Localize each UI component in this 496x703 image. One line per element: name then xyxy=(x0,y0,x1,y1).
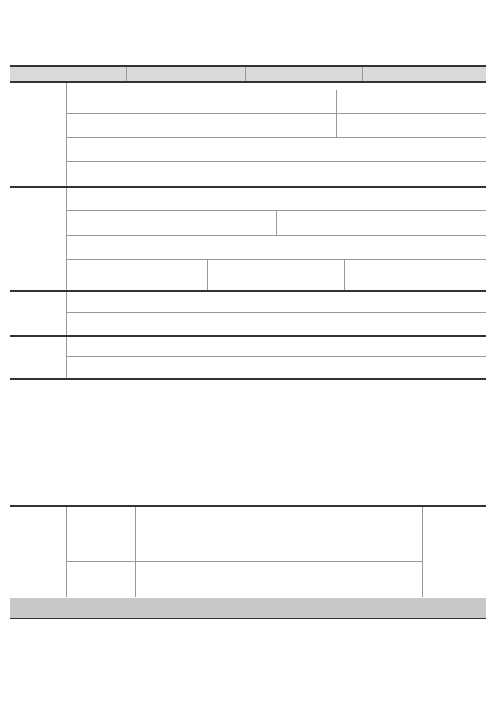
section-border xyxy=(10,335,486,337)
section-border xyxy=(10,290,486,292)
fee-info xyxy=(422,528,486,534)
process-header-bar xyxy=(10,598,486,618)
section-border xyxy=(10,81,486,83)
receipt-row xyxy=(10,67,486,81)
section-border xyxy=(10,505,486,507)
section-border xyxy=(10,378,486,380)
section-border xyxy=(10,186,486,188)
